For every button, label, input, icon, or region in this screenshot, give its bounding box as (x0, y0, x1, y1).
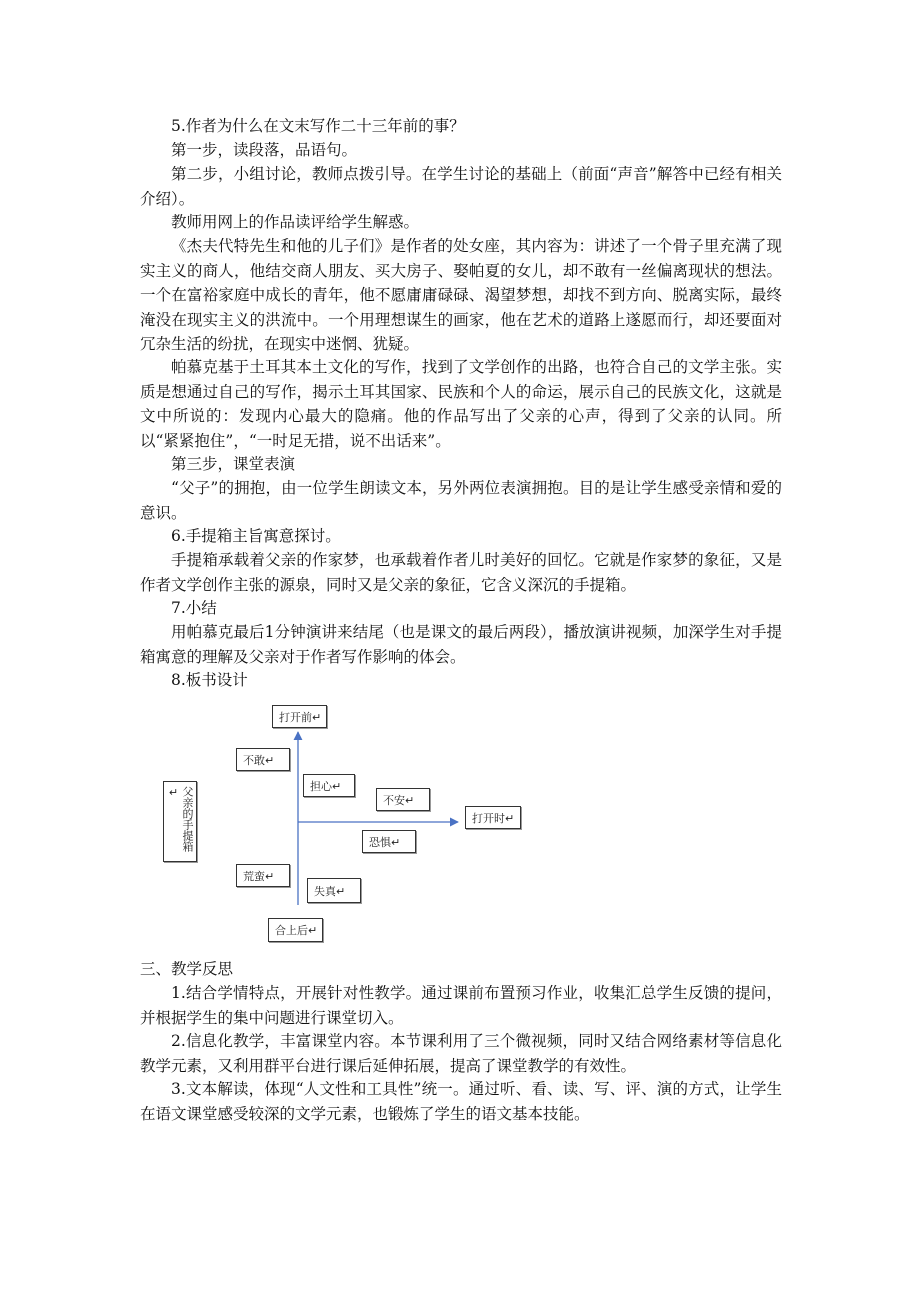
reflection-heading: 三、教学反思 (140, 960, 234, 978)
step-2: 第二步，小组讨论，教师点拨引导。在学生讨论的基础上（前面“声音”解答中已经有相关介绍）。 (140, 165, 782, 208)
label-after-closing: 合上后↵ (268, 918, 323, 942)
reflection-item-3: 3.文本解读，体现“人文性和工具性”统一。通过听、看、读、写、评、演的方式，让学生在语文课堂感受较深的文学元素，也锻炼了学生的语文基本技能。 (140, 1080, 782, 1123)
summary-heading: 7.小结 (171, 599, 217, 617)
item-barren: 荒蛮↵ (236, 864, 290, 887)
novel-summary: 《杰夫代特先生和他的儿子们》是作者的处女座，其内容为：讲述了一个骨子里充满了现实主义的商人，他结交商人朋友、买大房子、娶帕夏的女儿，却不敢有一丝偏离现状的想法。一个在富裕家庭中成长的青年，他不愿庸庸碌碌、渴望梦想，却找不到方向、脱离实际，最终淹没在现实主义的洪流中。一个用理想谋生的画家，他在艺术的道路上遂愿而行，却还要面对冗杂生活的纷扰，在现实中迷惘、犹疑。 (140, 237, 782, 353)
pamuk-analysis: 帕慕克基于土耳其本土文化的写作，找到了文学创作的出路，也符合自己的文学主张。实质是想通过自己的写作，揭示土耳其国家、民族和个人的命运，展示自己的民族文化，这就是文中所说的：发现内心最大的隐痛。他的作品写出了父亲的心声，得到了父亲的认同。所以“紧紧抱住”，“一时足无措，说不出话来”。 (140, 358, 782, 450)
item-fear: 恐惧↵ (362, 830, 416, 853)
board-design-heading: 8.板书设计 (171, 671, 248, 689)
item-uneasy: 不安↵ (376, 788, 430, 811)
label-before-opening: 打开前↵ (272, 705, 327, 728)
label-when-opening: 打开时↵ (465, 806, 521, 829)
item-worry: 担心↵ (303, 774, 355, 797)
suitcase-meaning: 手提箱承载着父亲的作家梦，也承载着作者儿时美好的回忆。它就是作家梦的象征，又是作者文学创作主张的源泉，同时又是父亲的象征，它含义深沉的手提箱。 (140, 551, 782, 594)
question-6: 6.手提箱主旨寓意探讨。 (171, 527, 341, 545)
summary-text: 用帕慕克最后1分钟演讲来结尾（也是课文的最后两段），播放演讲视频，加深学生对手提箱寓意的理解及父亲对于作者写作影响的体会。 (140, 623, 782, 666)
step-3: 第三步，课堂表演 (171, 455, 296, 473)
side-label-suitcase: 父亲的手提箱↵ (163, 781, 197, 862)
item-distorted: 失真↵ (307, 878, 361, 903)
reflection-item-2: 2.信息化教学，丰富课堂内容。本节课利用了三个微视频，同时又结合网络素材等信息化教学元素，又利用群平台进行课后延伸拓展，提高了课堂教学的有效性。 (140, 1032, 782, 1075)
question-5: 5.作者为什么在文末写作二十三年前的事？ (171, 117, 465, 135)
item-dare-not: 不敢↵ (236, 748, 290, 771)
reflection-item-1: 1.结合学情特点，开展针对性教学。通过课前布置预习作业，收集汇总学生反馈的提问，并根据学生的集中问题进行课堂切入。 (140, 984, 782, 1027)
performance-note: “父子”的拥抱，由一位学生朗读文本，另外两位表演拥抱。目的是让学生感受亲情和爱的意识。 (140, 479, 782, 522)
teacher-note: 教师用网上的作品读评给学生解惑。 (171, 213, 420, 231)
step-1: 第一步，读段落，品语句。 (171, 141, 358, 159)
